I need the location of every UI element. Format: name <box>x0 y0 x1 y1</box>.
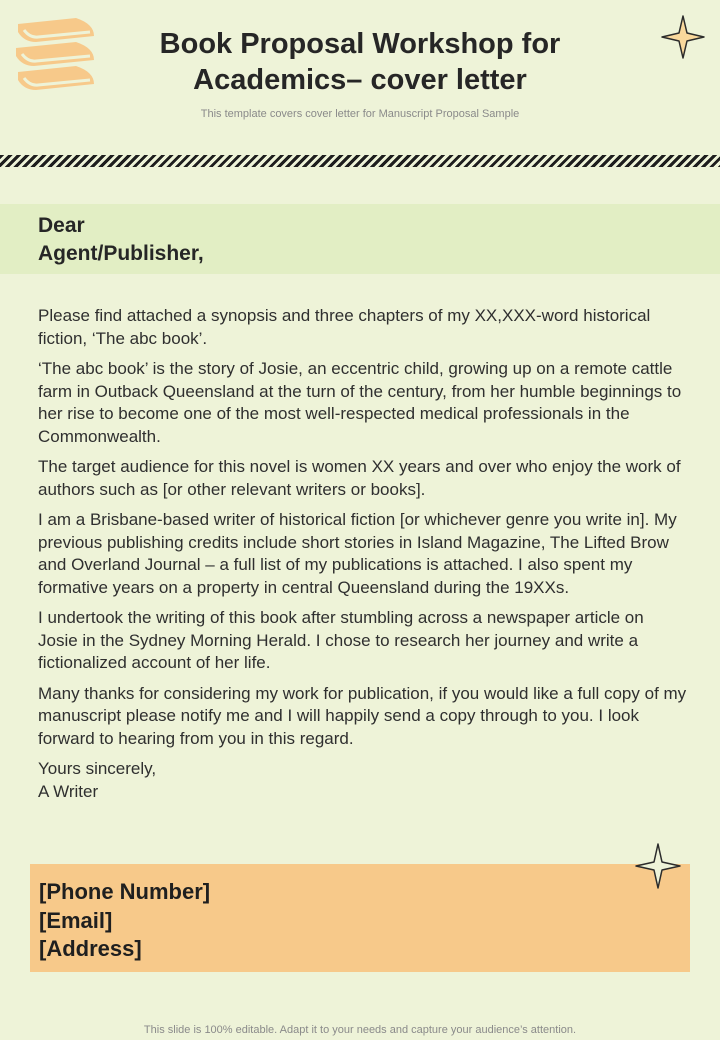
salutation-line-1: Dear <box>38 214 85 237</box>
sparkle-star-icon <box>634 842 682 890</box>
decorative-stripe-divider <box>0 155 720 167</box>
closing-line-1: Yours sincerely, <box>38 759 157 778</box>
title-line-2: Academics– cover letter <box>193 64 527 96</box>
page-title <box>100 26 620 98</box>
letter-paragraph-2: ‘The abc book’ is the story of Josie, an eccentric child, growing up on a remote cattle farm in Outback Queensland at the turn of the century, from her humble beginnings to her rise to become one of the most well-respected medical professionals in the Commonwealth. <box>38 359 682 446</box>
title-line-1: Book Proposal Workshop for <box>159 28 561 60</box>
letter-paragraph-4: I am a Brisbane-based writer of historical fiction [or whichever genre you write in]. My previous publishing credits include short stories in Island Magazine, The Lifted Brow and Overland Journal – a full list of my publications is attached. I also spent my formative years on a property in central Queensland during the 19XXs. <box>38 510 677 597</box>
sparkle-star-icon <box>660 14 706 60</box>
books-icon <box>14 14 100 96</box>
page-subtitle: This template covers cover letter for Manuscript Proposal Sample <box>200 108 520 120</box>
letter-paragraph-1: Please find attached a synopsis and three chapters of my XX,XXX-word historical fiction, ‘The abc book’. <box>38 306 651 348</box>
letter-paragraph-5: I undertook the writing of this book after stumbling across a newspaper article on Josie in the Sydney Morning Herald. I chose to research her journey and write a fictionalized account of her life. <box>38 608 644 672</box>
letter-salutation <box>38 212 438 268</box>
letter-paragraph-6: Many thanks for considering my work for publication, if you would like a full copy of my manuscript please notify me and I will happily send a copy through to you. I look forward to hearing from you in this regard. <box>38 683 687 748</box>
closing-signature: A Writer <box>38 781 99 801</box>
contact-details <box>39 878 439 964</box>
letter-closing <box>38 758 688 803</box>
contact-email: [Email] <box>39 907 113 933</box>
salutation-line-2: Agent/Publisher, <box>38 242 204 265</box>
contact-phone: [Phone Number] <box>39 879 211 904</box>
letter-body <box>38 305 688 803</box>
contact-address: [Address] <box>39 936 142 961</box>
footer-note: This slide is 100% editable. Adapt it to your needs and capture your audience’s attention. <box>143 1024 577 1036</box>
letter-paragraph-3: The target audience for this novel is women XX years and over who enjoy the work of authors such as [or other relevant writers or books]. <box>38 457 681 499</box>
